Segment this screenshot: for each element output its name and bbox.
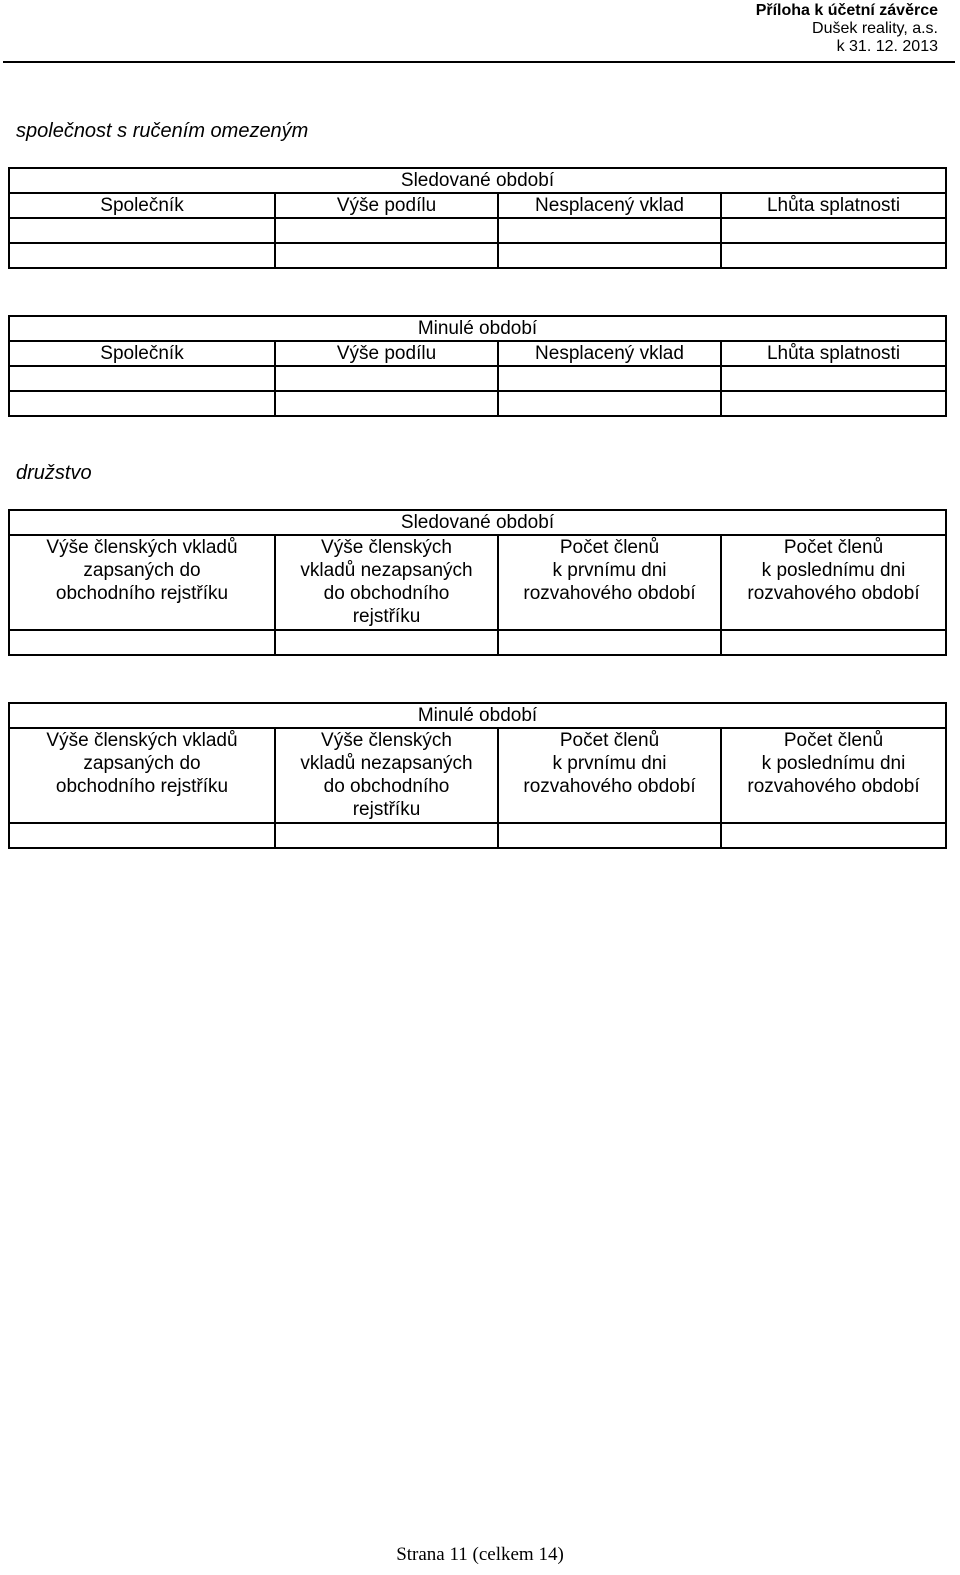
table-cell (275, 218, 498, 243)
sro-section-label: společnost s ručením omezeným (16, 120, 309, 142)
column-header: Počet členů k prvnímu dni rozvahového období (498, 728, 721, 823)
table-cell (275, 243, 498, 268)
druzstvo-section-label: družstvo (16, 462, 92, 484)
table-cell (275, 391, 498, 416)
header-company: Dušek reality, a.s. (812, 20, 938, 37)
column-header: Počet členů k prvnímu dni rozvahového období (498, 535, 721, 630)
header-title: Příloha k účetní závěrce (755, 2, 938, 19)
table-cell (275, 630, 498, 655)
column-header: Lhůta splatnosti (721, 193, 946, 218)
table-cell (275, 823, 498, 848)
table-row (9, 823, 946, 848)
column-header: Společník (9, 193, 275, 218)
table-cell (498, 823, 721, 848)
table-row (9, 243, 946, 268)
table-cell (721, 391, 946, 416)
column-header: Společník (9, 341, 275, 366)
page-number: Strana 11 (celkem 14) (396, 1544, 564, 1565)
table-cell (721, 218, 946, 243)
table-cell (9, 391, 275, 416)
sro-previous-table (8, 315, 947, 417)
table-cell (9, 823, 275, 848)
column-header: Počet členů k poslednímu dni rozvahového období (721, 728, 946, 823)
header-divider (3, 61, 955, 63)
document-header (756, 2, 938, 56)
column-header: Výše podílu (275, 193, 498, 218)
table-cell (498, 243, 721, 268)
table-cell (9, 218, 275, 243)
druzstvo-previous-table (8, 702, 947, 849)
sro-current-table (8, 167, 947, 269)
table-row (9, 630, 946, 655)
table-cell (9, 630, 275, 655)
table-cell (498, 630, 721, 655)
column-header: Počet členů k poslednímu dni rozvahového období (721, 535, 946, 630)
table-cell (9, 243, 275, 268)
table-cell (721, 630, 946, 655)
table-cell (721, 243, 946, 268)
column-header: Výše podílu (275, 341, 498, 366)
column-header: Nesplacený vklad (498, 341, 721, 366)
table-cell (498, 366, 721, 391)
table-row (9, 366, 946, 391)
table-cell (498, 391, 721, 416)
column-header: Výše členských vkladů zapsaných do obchodního rejstříku (9, 728, 275, 823)
table-title: Sledované období (9, 168, 946, 193)
table-row (9, 218, 946, 243)
table-title: Minulé období (9, 316, 946, 341)
druzstvo-current-table (8, 509, 947, 656)
column-header: Výše členských vkladů zapsaných do obchodního rejstříku (9, 535, 275, 630)
column-header: Nesplacený vklad (498, 193, 721, 218)
table-title: Minulé období (9, 703, 946, 728)
table-cell (275, 366, 498, 391)
column-header: Lhůta splatnosti (721, 341, 946, 366)
table-cell (9, 366, 275, 391)
table-cell (498, 218, 721, 243)
column-header: Výše členských vkladů nezapsaných do obchodního rejstříku (275, 535, 498, 630)
table-cell (721, 366, 946, 391)
table-cell (721, 823, 946, 848)
table-row (9, 391, 946, 416)
header-date: k 31. 12. 2013 (836, 38, 938, 55)
table-title: Sledované období (9, 510, 946, 535)
column-header: Výše členských vkladů nezapsaných do obchodního rejstříku (275, 728, 498, 823)
